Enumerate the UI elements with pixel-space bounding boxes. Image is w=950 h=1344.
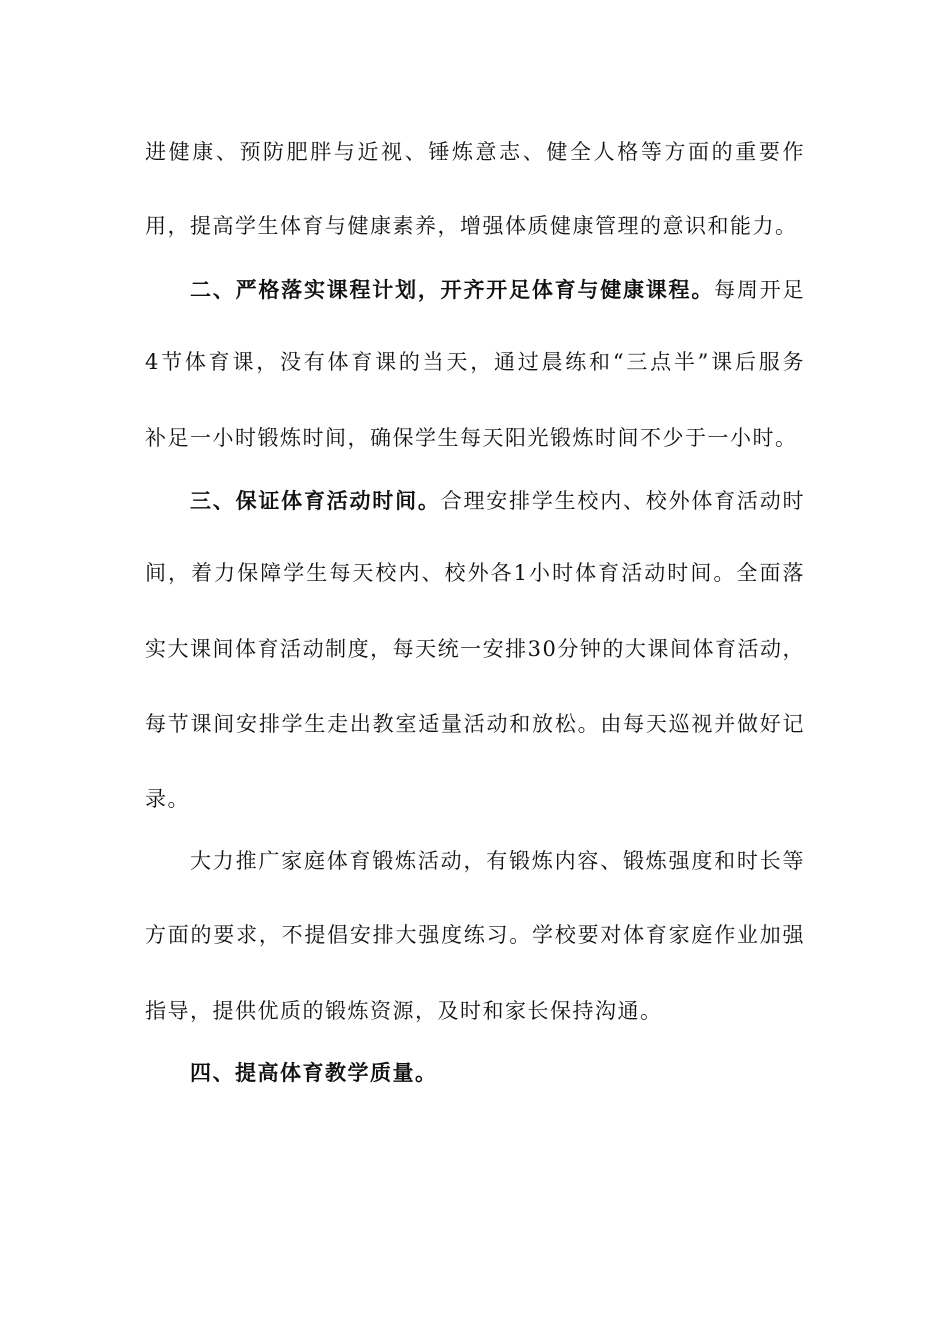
section-3-lead: 合理安排学生校内、校外体育活动时	[440, 489, 806, 513]
body-line: 方面的要求，不提倡安排大强度练习。学校要对体育家庭作业加强	[145, 923, 805, 947]
body-line: 4节体育课，没有体育课的当天，通过晨练和“三点半”课后服务	[145, 350, 805, 374]
section-2-paragraph	[190, 275, 805, 305]
section-4-heading: 四、提高体育教学质量。	[190, 1060, 438, 1085]
body-line: 补足一小时锻炼时间，确保学生每天阳光锻炼时间不少于一小时。	[145, 426, 798, 450]
body-line: 进健康、预防肥胖与近视、锤炼意志、健全人格等方面的重要作	[145, 140, 805, 164]
body-line: 每节课间安排学生走出教室适量活动和放松。由每天巡视并做好记	[145, 712, 805, 736]
body-line: 指导，提供优质的锻炼资源，及时和家长保持沟通。	[145, 999, 663, 1023]
section-3-paragraph	[190, 486, 805, 516]
body-line: 实大课间体育活动制度，每天统一安排30分钟的大课间体育活动，	[145, 637, 805, 661]
body-line: 录。	[145, 787, 190, 811]
body-line: 用，提高学生体育与健康素养，增强体质健康管理的意识和能力。	[145, 214, 798, 238]
section-2-lead: 每周开足	[714, 278, 806, 302]
family-paragraph-first: 大力推广家庭体育锻炼活动，有锻炼内容、锻炼强度和时长等	[190, 849, 805, 873]
body-line: 间，着力保障学生每天校内、校外各1小时体育活动时间。全面落	[145, 561, 805, 585]
section-3-heading: 三、保证体育活动时间。	[190, 488, 441, 513]
section-2-heading: 二、严格落实课程计划，开齐开足体育与健康课程。	[190, 277, 715, 302]
